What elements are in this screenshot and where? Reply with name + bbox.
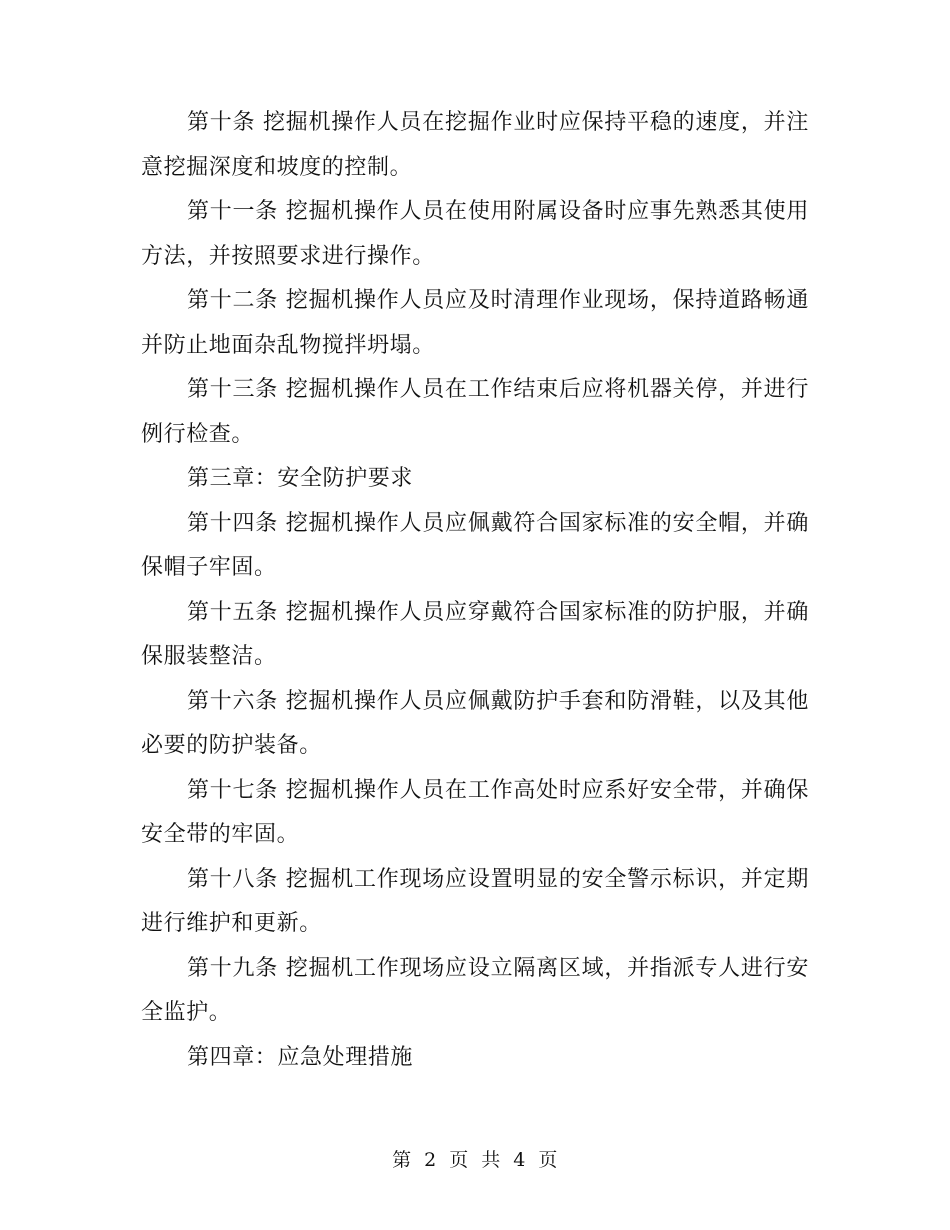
article-15: 第十五条 挖掘机操作人员应穿戴符合国家标准的防护服，并确保服装整洁。 (141, 599, 809, 669)
article-13: 第十三条 挖掘机操作人员在工作结束后应将机器关停，并进行例行检查。 (141, 377, 809, 447)
article-18: 第十八条 挖掘机工作现场应设置明显的安全警示标识，并定期进行维护和更新。 (141, 866, 809, 936)
chapter-3-heading: 第三章：安全防护要求 (187, 466, 414, 491)
article-12: 第十二条 挖掘机操作人员应及时清理作业现场，保持道路畅通并防止地面杂乱物搅拌坍塌。 (141, 288, 809, 358)
chapter-4-heading: 第四章：应急处理措施 (187, 1044, 414, 1070)
page-number: 第 2 页 共 4 页 (392, 1149, 558, 1171)
article-10: 第十条 挖掘机操作人员在挖掘作业时应保持平稳的速度，并注意挖掘深度和坡度的控制。 (141, 110, 809, 180)
article-11: 第十一条 挖掘机操作人员在使用附属设备时应事先熟悉其使用方法，并按照要求进行操作。 (141, 199, 809, 269)
article-16: 第十六条 挖掘机操作人员应佩戴防护手套和防滑鞋，以及其他必要的防护装备。 (141, 688, 809, 758)
article-14: 第十四条 挖掘机操作人员应佩戴符合国家标准的安全帽，并确保帽子牢固。 (141, 510, 809, 580)
document-body (141, 101, 809, 1080)
article-17: 第十七条 挖掘机操作人员在工作高处时应系好安全带，并确保安全带的牢固。 (141, 777, 809, 847)
article-19: 第十九条 挖掘机工作现场应设立隔离区域，并指派专人进行安全监护。 (141, 955, 809, 1025)
